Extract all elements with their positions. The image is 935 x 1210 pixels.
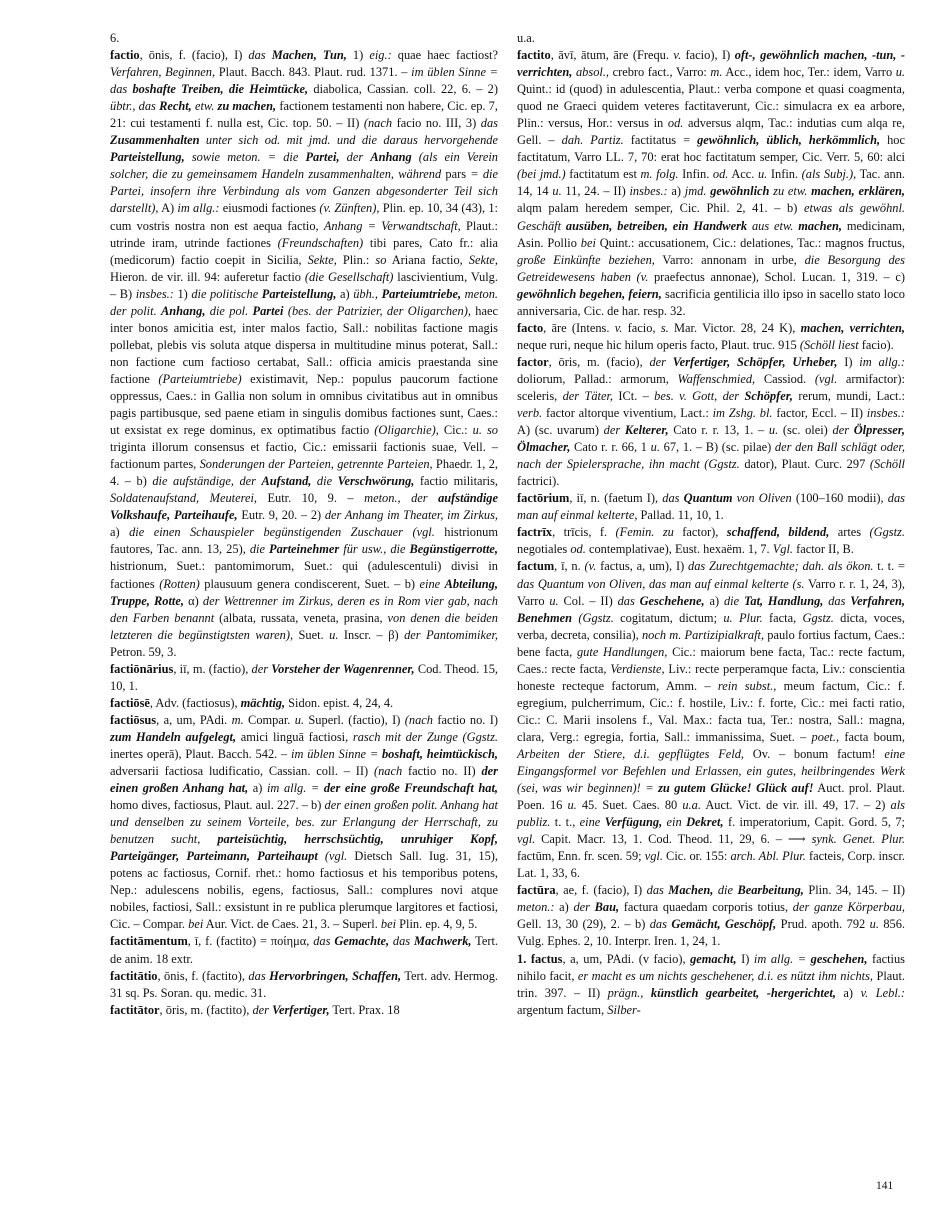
dictionary-entry [517, 558, 905, 882]
dictionary-entry [110, 47, 498, 661]
dictionary-entry [110, 968, 498, 1002]
right-column [517, 30, 905, 1019]
dictionary-entry [110, 712, 498, 934]
entry-headword: factiōnārius [110, 661, 174, 676]
dictionary-entry [517, 951, 905, 1019]
entry-headword: factitāmentum [110, 934, 188, 949]
entry-headword: factiōsē [110, 695, 150, 710]
entry-body: , āre (Intens. v. facio, s. Mar. Victor. 28, 24 K), machen, verrichten, neque ruri, neque hic hilum operis facto, Plaut. truc. 915 (Schöll liest facio). [517, 320, 906, 352]
entry-body: , ōnis, f. (factito), das Hervorbringen, Schaffen, Tert. adv. Hermog. 31 sq. Ps. Soran. qu. medic. 31. [110, 968, 498, 1000]
dictionary-entry [517, 490, 905, 524]
entry-headword: factum [517, 559, 555, 574]
entry-body: , ōris, m. (factito), der Verfertiger, Tert. Prax. 18 [159, 1002, 400, 1017]
entry-headword: factiōsus [110, 712, 157, 727]
entry-headword: 1. factus [517, 951, 563, 966]
entry-headword: factrīx [517, 525, 553, 540]
entry-headword: factor [517, 354, 549, 369]
entry-body: , āvī, ātum, āre (Frequ. v. facio), I) oft-, gewöhnlich machen, -tun, -verrichten, absol., crebro fact., Varro: m. Acc., idem hoc, Ter.: idem, Varro u. Quint.: id (quod) in adulescentia, Plaut.: verba compone et quasi coagmenta, quod ne Graeci quidem veteres factitaverunt, Cic.: simulacra ex ea arbore, Plin.: versus, Hor.: versus in od. adversus alqm, Tac.: indutias cum alqa re, Gell. – dah. Partiz. factitatus = gewöhnlich, üblich, herkömmlich, hoc factitatum, Varro LL. 7, 70: erat hoc factitatum semper, Cic. Verr. 5, 60: alci (bei jmd.) factitatum est m. folg. Infin. od. Acc. u. Infin. (als Subj.), Tac. ann. 14, 14 u. 11, 24. – II) insbes.: a) jmd. gewöhnlich zu etw. machen, erklären, alqm palam heredem semper, Cic. Phil. 2, 41. – b) etwas als gewöhnl. Geschäft ausüben, betreiben, ein Handwerk aus etw. machen, medicinam, Asin. Pollio bei Quint.: accusationem, Cic.: delationes, Tac.: magnos fructus, große Einkünfte beziehen, Varro: annonam in urbe, die Besorgung des Getreidewesens haben (v. praefectus annonae), Schol. Lucan. 1, 319. – c) gewöhnlich begehen, feiern, sacrificia gentilicia illo ipso in sacello stato loco anniversaria, Cic. de har. resp. 32. [517, 48, 906, 318]
dictionary-entry [110, 1002, 498, 1019]
entry-body: , ī, n. (v. factus, a, um), I) das Zurechtgemachte; dah. als ökon. t. t. = das Quantum von Oliven, das man auf einmal kelterte (s. Varro r. r. 1, 24, 3), Varro u. Col. – II) das Geschehene, a) die Tat, Handlung, das Verfahren, Benehmen (Ggstz. cogitatum, dictum; u. Plur. facta, Ggstz. dicta, voces, verba, decreta, consilia), noch m. Partizipialkraft, paulo fortius factum, Caes.: bene facta, gute Handlungen, Cic.: maiorum bene facta, Tac.: recte factum, Caes.: recte facta, Verdienste, Liv.: recte perperamque facta, Liv.: conscientia honeste recteque factorum, Amm. – rein subst., meum factum, Cic.: f. egregium, pulcherrimum, Cic.: f. hostile, Liv.: f. forte, Cic.: mei facti ratio, Cic.: C. Marii insolens f., Val. Max.: facta tua, Ter.: nostra, Sall.: magna, clara, Verg.: egregia, fortia, Sall.: immanissima, Suet. – poet., facta boum, Arbeiten der Stiere, d.i. gepflügtes Feld, Ov. – bonum factum! eine Eingangsformel vor Befehlen und Erlassen, ein gutes, heilbringendes Werk (sei, was wir beginnen)! = zu gutem Glücke! Glück auf! Auct. prol. Plaut. Poen. 16 u. 45. Suet. Caes. 80 u.a. Auct. Vict. de vir. ill. 49, 17. – 2) als publiz. t. t., eine Verfügung, ein Dekret, f. imperatorium, Capit. Gord. 5, 7; vgl. Capit. Macr. 13, 1. Cod. Theod. 11, 29, 6. – ⟶ synk. Genet. Plur. factūm, Enn. fr. scen. 59; vgl. Cic. or. 155: arch. Abl. Plur. facteis, Corp. inscr. Lat. 1, 33, 6. [517, 559, 906, 881]
dictionary-entry [110, 933, 498, 967]
entry-body: , a, um, PAdi. m. Compar. u. Superl. (factio), I) (nach factio no. I) zum Handeln aufgelegt, amici linguā factiosi, rasch mit der Zunge (Ggstz. inertes operā), Plaut. Bacch. 542. – im üblen Sinne = boshaft, heimtückisch, adversarii factiosa ludificatio, Cassian. coll. – II) (nach factio no. II) der einen großen Anhang hat, a) im allg. = der eine große Freundschaft hat, homo dives, factiosus, Plaut. aul. 227. – b) der einen großen polit. Anhang hat und denselben zu seinem Vorteile, bes. zur Erlangung der Herrschaft, zu benutzen sucht, parteisüchtig, herrschsüchtig, unruhiger Kopf, Parteigänger, Parteimann, Parteihaupt (vgl. Dietsch Sall. Iug. 31, 15), potens ac factiosus, Cornif. rhet.: homo factiosus et his temporibus potens, Nep.: adulescens nobilis, egens, factiosus, Sall.: complures novi atque nobiles, factiosi, Sall.: exsistunt in re publica plerumque largitores et factiosi, Cic. – Compar. bei Aur. Vict. de Caes. 21, 3. – Superl. bei Plin. ep. 4, 9, 5. [110, 712, 499, 932]
entry-body: , Adv. (factiosus), mächtig, Sidon. epist. 4, 24, 4. [149, 695, 394, 710]
left-entries [110, 47, 498, 1019]
entry-headword: factūra [517, 883, 556, 898]
entry-body: , trīcis, f. (Femin. zu factor), schaffend, bildend, artes (Ggstz. negotiales od. contemplativae), Eust. hexaëm. 1, 7. Vgl. factor II, B. [517, 525, 905, 557]
entry-headword: factito [517, 48, 551, 63]
entry-body: , iī, m. (factio), der Vorsteher der Wagenrenner, Cod. Theod. 15, 10, 1. [110, 661, 499, 693]
dictionary-entry [517, 882, 905, 950]
entry-body: , ōnis, f. (facio), I) das Machen, Tun, 1) eig.: quae haec factiost? Verfahren, Beginnen, Plaut. Bacch. 843. Plaut. rud. 1371. – im üblen Sinne = das boshafte Treiben, die Heimtücke, diabolica, Cassian. coll. 22, 6. – 2) übtr., das Recht, etw. zu machen, factionem testamenti non habere, Cic. ep. 7, 21: cui testamenti f. nulla est, Cic. top. 50. – II) (nach facio no. III, 3) das Zusammenhalten unter sich od. mit jmd. und die daraus hervorgehende Parteistellung, sowie meton. = die Partei, der Anhang (als ein Verein solcher, die zu gemeinsamem Handeln zusammenhalten, während pars = die Partei, insofern ihre Verbindung als vom Ganzen abgesonderter Teil sich darstellt), A) im allg.: eiusmodi factiones (v. Zünften), Plin. ep. 10, 34 (43), 1: cum vostris nostra non est aequa factio, Anhang = Verwandtschaft, Plaut.: utrinde iram, utrinde factiones (Freundschaften) tibi pares, Cato fr.: alia (medicorum) factio coepit in Sicilia, Sekte, Plin.: so Ariana factio, Sekte, Hieron. de vir. ill. 94: auferetur factio (die Gesellschaft) lascivientium, Vulg. – B) insbes.: 1) die politische Parteistellung, a) übh., Parteiumtriebe, meton. der polit. Anhang, die pol. Partei (bes. der Patrizier, der Oligarchen), haec inter bonos amicitia est, inter malos factio, Sall.: nobilitas factione magis pollebat, plebis vis soluta atque dispersa in multitudine minus poterat, Sall.: non factione cum factioso certabat, Sall.: officia amicis praestanda sine factione (Parteiumtriebe) existimavit, Nep.: populus paucorum factione oppressus, Caes.: in Gallia non solum in omnibus civitatibus aut in omnibus pagis partibusque, sed paene etiam in singulis domibus factiones sunt, Caes.: ut exsistat ex rege dominus, ex optimatibus factio (Oligarchie), Cic.: u. so triginta illorum consensus et factio, Cic.: emissarii factionis suae, Vell. – factionum partes, Sonderungen der Parteien, getrennte Parteien, Phaedr. 1, 2, 4. – b) die aufständige, der Aufstand, die Verschwörung, factio militaris, Soldatenaufstand, Meuterei, Eutr. 10, 9. – meton., der aufständige Volkshaufe, Parteihaufe, Eutr. 9, 20. – 2) der Anhang im Theater, im Zirkus, a) die einen Schauspieler begünstigenden Zuschauer (vgl. histrionum fautores, Tac. ann. 13, 25), die Parteinehmer für usw., die Begünstigerrotte, histrionum, Suet.: pantomimorum, Suet.: qui (adulescentuli) divisi in factiones (Rotten) plausuum genera condiscerent, Suet. – b) eine Abteilung, Truppe, Rotte, α) der Wettrenner im Zirkus, deren es in Rom vier gab, nach den Farben benannt (albata, russata, veneta, prasina, von denen die beiden letzteren die begünstigtsten waren), Suet. u. Inscr. – β) der Pantomimiker, Petron. 59, 3. [110, 48, 499, 659]
dictionary-entry [110, 695, 498, 712]
entry-headword: factio [110, 48, 140, 63]
entry-headword: factitātio [110, 968, 158, 983]
right-entries [517, 47, 905, 1019]
dictionary-entry [517, 320, 905, 354]
right-column-lead: u.a. [517, 31, 535, 45]
left-column [110, 30, 498, 1019]
entry-body: , a, um, PAdi. (v facio), gemacht, I) im allg. = geschehen, factius nihilo facit, er macht es um nichts geschehener, d.i. es nützt ihm nichts, Plaut. trin. 397. – II) prägn., künstlich gearbeitet, -hergerichtet, a) v. Lebl.: argentum factum, Silber- [517, 951, 906, 1017]
dictionary-entry [110, 661, 498, 695]
entry-headword: facto [517, 320, 544, 335]
entry-body: , ae, f. (facio), I) das Machen, die Bearbeitung, Plin. 34, 145. – II) meton.: a) der Bau, factura quaedam corporis totius, der ganze Körperbau, Gell. 13, 30 (29), 2. – b) das Gemächt, Geschöpf, Prud. apoth. 792 u. 856. Vulg. Ephes. 2, 10. Interpr. Iren. 1, 24, 1. [517, 883, 906, 949]
entry-body: , ōris, m. (facio), der Verfertiger, Schöpfer, Urheber, I) im allg.: doliorum, Pallad.: armorum, Waffenschmied, Cassiod. (vgl. armifactor): sceleris, der Täter, ICt. – bes. v. Gott, der Schöpfer, rerum, mundi, Lact.: verb. factor altorque viventium, Lact.: im Zshg. bl. factor, Eccl. – II) insbes.: A) (sc. uvarum) der Kelterer, Cato r. r. 13, 1. – u. (sc. olei) der Ölpresser, Ölmacher, Cato r. r. 66, 1 u. 67, 1. – B) (sc. pilae) der den Ball schlägt oder, nach der Spielersprache, ihn macht (Ggstz. dator), Plaut. Curc. 297 (Schöll factrici). [517, 354, 906, 489]
entry-body: , ī, f. (factito) = ποίημα, das Gemachte, das Machwerk, Tert. de anim. 18 extr. [110, 934, 498, 966]
page-number: 141 [876, 1180, 894, 1192]
dictionary-entry [517, 47, 905, 320]
dictionary-entry [517, 524, 905, 558]
entry-headword: factitātor [110, 1002, 160, 1017]
dictionary-entry [517, 354, 905, 490]
entry-body: , iī, n. (faetum I), das Quantum von Oliven (100–160 modii), das man auf einmal kelterte, Pallad. 11, 10, 1. [517, 491, 905, 523]
entry-headword: factōrium [517, 491, 570, 506]
left-column-lead: 6. [110, 31, 120, 45]
